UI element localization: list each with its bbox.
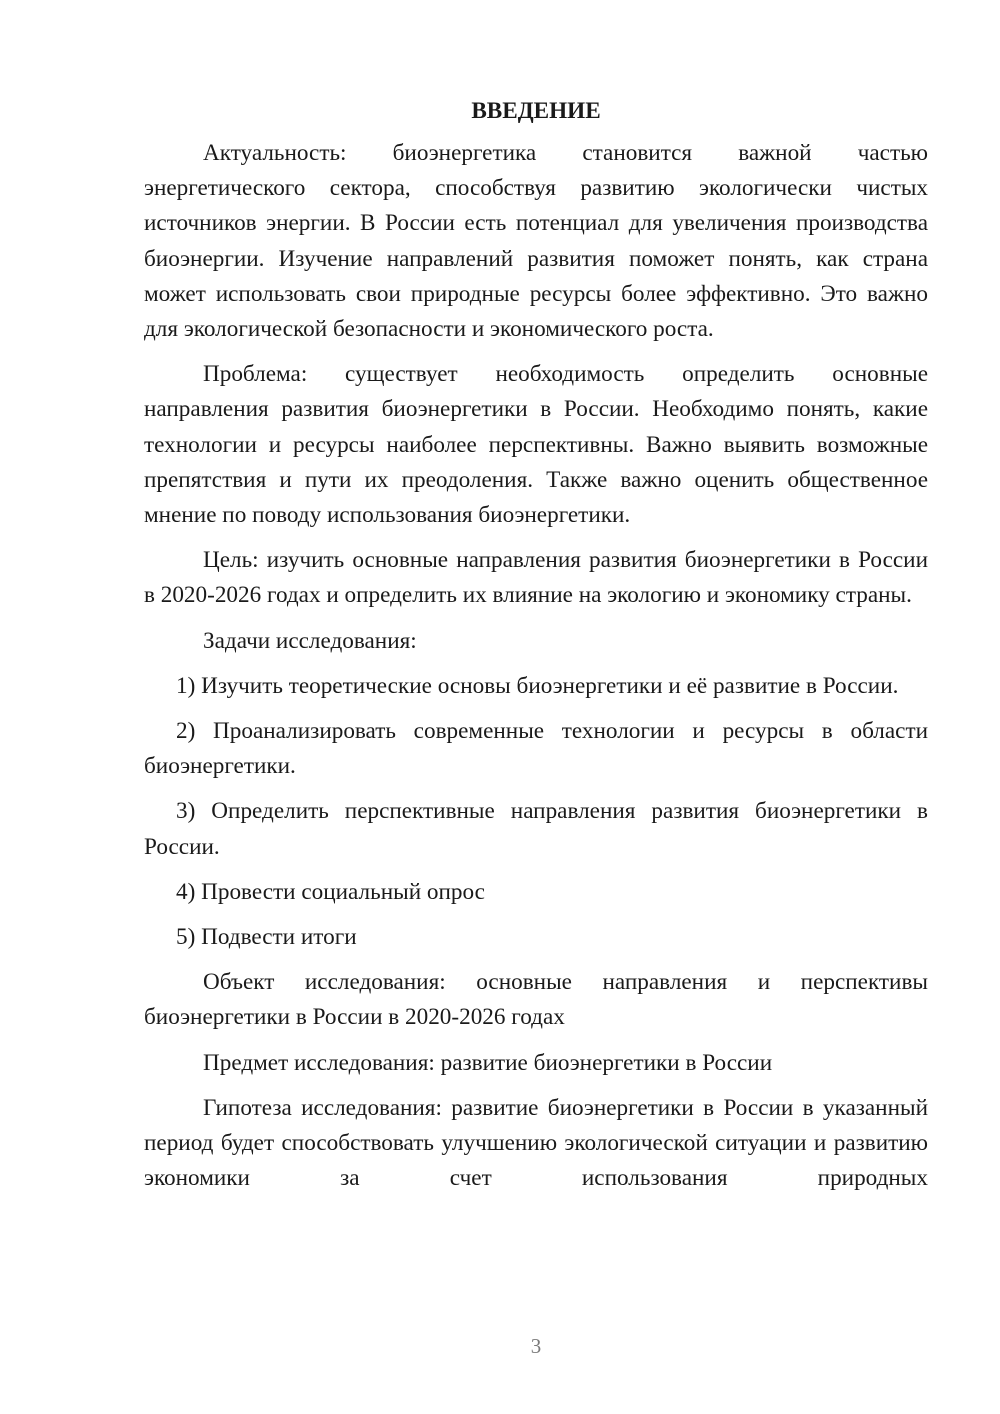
subject-paragraph: Предмет исследования: развитие биоэнергетики в России (203, 1049, 773, 1076)
relevance-paragraph: Актуальность: биоэнергетика становится важной частью энергетического сектора, способствуя развитию экологически чистых источников энергии. В России есть потенциал для увеличения производства биоэнергии. Изучение направлений развития поможет понять, как страна может использовать свои природные ресурсы более эффективно. Это важно для экологической безопасности и экономического роста. (144, 140, 928, 343)
task-item-1: 1) Изучить теоретические основы биоэнергетики и её развитие в России. (176, 672, 899, 699)
task-item-2: 2) Проанализировать современные технологии и ресурсы в области биоэнергетики. (144, 718, 928, 780)
task-item-3: 3) Определить перспективные направления развития биоэнергетики в России. (144, 798, 928, 860)
tasks-title: Задачи исследования: (203, 627, 417, 654)
goal-paragraph: Цель: изучить основные направления развития биоэнергетики в России в 2020-2026 годах и определить их влияние на экологию и экономику страны. (144, 547, 928, 609)
task-item-4: 4) Провести социальный опрос (176, 878, 485, 905)
section-heading: ВВЕДЕНИЕ (471, 98, 601, 124)
hypothesis-paragraph: Гипотеза исследования: развитие биоэнергетики в России в указанный период будет способствовать улучшению экологической ситуации и развитию экономики за счет использования природных (144, 1094, 928, 1192)
task-item-5: 5) Подвести итоги (176, 924, 357, 951)
object-paragraph: Объект исследования: основные направления и перспективы биоэнергетики в России в 2020-2026 годах (144, 969, 928, 1031)
page-number: 3 (530, 1334, 542, 1358)
page-content (144, 92, 928, 1196)
problem-paragraph: Проблема: существует необходимость определить основные направления развития биоэнергетики в России. Необходимо понять, какие технологии и ресурсы наиболее перспективны. Важно выявить возможные препятствия и пути их преодоления. Также важно оценить общественное мнение по поводу использования биоэнергетики. (144, 361, 928, 529)
